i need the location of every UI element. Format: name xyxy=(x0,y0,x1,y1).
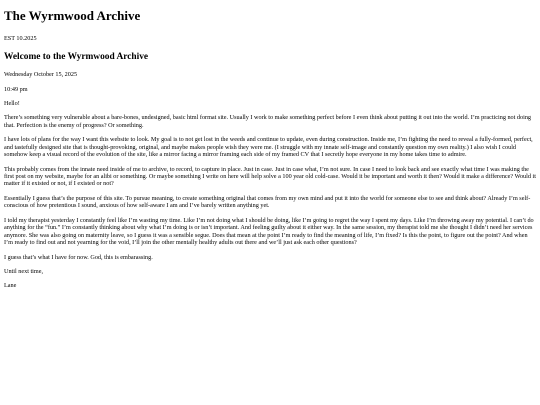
post-paragraph: I guess that’s what I have for now. God, this is embarassing. xyxy=(4,253,153,261)
post-paragraph: There’s something very vulnerable about a bare-bones, undesigned, basic html format site. Usually I work to make something perfect before I even think about putting it out into the world. I’m practicing not doing that. Perfection is the enemy of progress? Or something. xyxy=(4,114,532,129)
post-signoff: Until next time, xyxy=(4,267,44,275)
post-body xyxy=(4,100,536,290)
post-time: 10:49 pm xyxy=(4,85,28,93)
post-title: Welcome to the Wyrmwood Archive xyxy=(4,51,149,62)
post-date: Wednesday October 15, 2025 xyxy=(4,71,78,79)
post-paragraph: I have lots of plans for the way I want this website to look. My goal is to not get lost in the weeds and continue to update, even during construction. Inside me, I’m fighting the need to reveal a fully-formed, perfect, and tastefully designed site that is thought-provoking, original, and maybe makes people wish they were me. (I struggle with my innate self-image and constantly question my own reality.) I also wish I could somehow keep a visual record of the evolution of the site, like a mirror facing a mirror framing each side of my framed CV that I secretly hope everyone in my home takes time to admire. xyxy=(4,136,533,159)
site-title: The Wyrmwood Archive xyxy=(4,8,141,23)
post-paragraph: I told my therapist yesterday I constantly feel like I’m wasting my time. Like I’m not doing what I should be doing, like I’m going to regret the way I spent my days. Like I’m throwing away my potential. I can’t do anything for the “fun.” I’m constantly thinking about why what I’m doing is or isn’t important. And feeling guilty about it either way. In the same session, my therapist told me she thought I didn’t need her services anymore. She was also going on maternity leave, so I guess it was a sensible segue. Does that mean at the point I’m ready to find the meaning of life, I’m fixed? Is this the point, to figure out the point? And when I’m ready to find out and not yearning for the void, I’ll join the other mentally healthy adults out there and we’ll just ask each other questions? xyxy=(4,216,534,247)
established-date: EST 10.2025 xyxy=(4,35,37,43)
post-signature: Lane xyxy=(4,282,17,290)
post-paragraph-greeting: Hello! xyxy=(4,99,20,107)
post-paragraph: This probably comes from the innate need inside of me to archive, to record, to capture in place. Just in case. Just in case what, I’m not sure. In case I need to look back and see exactly what time I was making the first post on my website, maybe for an alibi or something. Or maybe something I write on here will help solve a 100 year old cold-case. Would it be important and worth it then? Would it make a difference? Would it matter if it existed or not, if I existed or not? xyxy=(4,165,536,188)
post-paragraph: Essentially I guess that’s the purpose of this site. To pursue meaning, to create something original that comes from my own mind and put it into the world for someone else to see and think about? Already I’m self-conscious of how pretentious I sound, anxious of how self-aware I am and I’ve barely written anything yet. xyxy=(4,194,531,210)
